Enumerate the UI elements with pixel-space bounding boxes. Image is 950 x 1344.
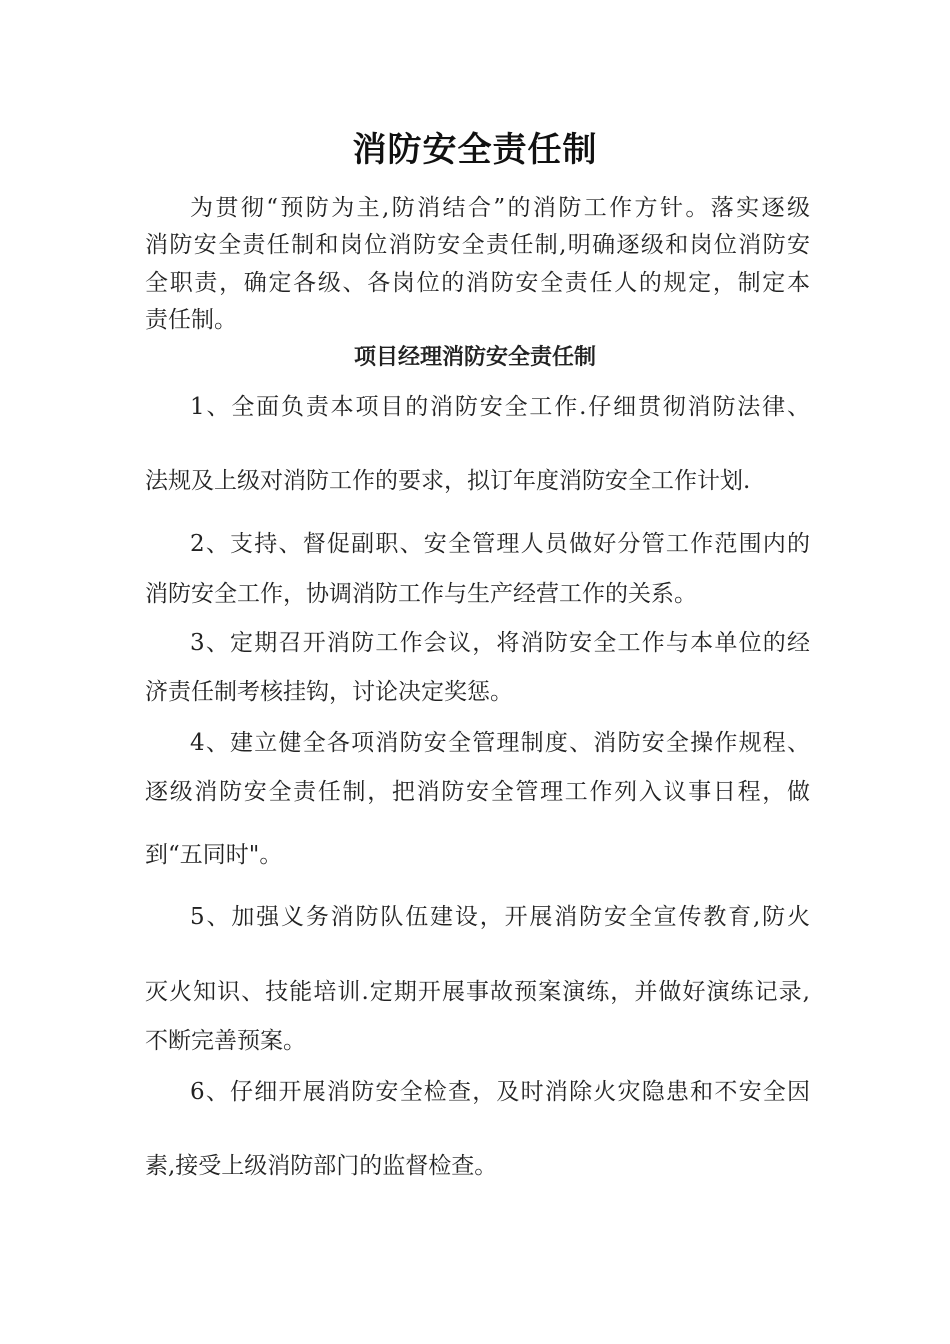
item-4-line-3: 到“五同时"。	[145, 842, 283, 868]
item-1-line-1: 1、全面负责本项目的消防安全工作.仔细贯彻消防法律、	[190, 394, 810, 420]
item-6-line-2: 素,接受上级消防部门的监督检查。	[145, 1153, 498, 1179]
intro-line-3: 全职责，确定各级、各岗位的消防安全责任人的规定，制定本	[145, 270, 810, 296]
intro-line-2: 消防安全责任制和岗位消防安全责任制,明确逐级和岗位消防安	[145, 232, 810, 258]
item-5-line-1: 5、加强义务消防队伍建设，开展消防安全宣传教育,防火	[190, 904, 810, 930]
item-6-line-1: 6、仔细开展消防安全检查，及时消除火灾隐患和不安全因	[190, 1079, 810, 1105]
item-2-line-2: 消防安全工作，协调消防工作与生产经营工作的关系。	[145, 581, 697, 607]
item-3-line-2: 济责任制考核挂钩，讨论决定奖惩。	[145, 679, 513, 705]
item-5-line-3: 不断完善预案。	[145, 1028, 306, 1054]
section-title: 项目经理消防安全责任制	[353, 344, 596, 370]
document-title: 消防安全责任制	[352, 130, 598, 170]
item-2-line-1: 2、支持、督促副职、安全管理人员做好分管工作范围内的	[190, 531, 810, 557]
item-1-line-2: 法规及上级对消防工作的要求，拟订年度消防安全工作计划.	[145, 468, 751, 494]
intro-line-1: 为贯彻“预防为主,防消结合”的消防工作方针。落实逐级	[190, 195, 810, 221]
item-5-line-2: 灭火知识、技能培训.定期开展事故预案演练，并做好演练记录,	[145, 979, 810, 1005]
item-4-line-2: 逐级消防安全责任制，把消防安全管理工作列入议事日程，做	[145, 779, 810, 805]
intro-line-4: 责任制。	[145, 307, 237, 333]
item-4-line-1: 4、建立健全各项消防安全管理制度、消防安全操作规程、	[190, 730, 810, 756]
item-3-line-1: 3、定期召开消防工作会议，将消防安全工作与本单位的经	[190, 630, 810, 656]
